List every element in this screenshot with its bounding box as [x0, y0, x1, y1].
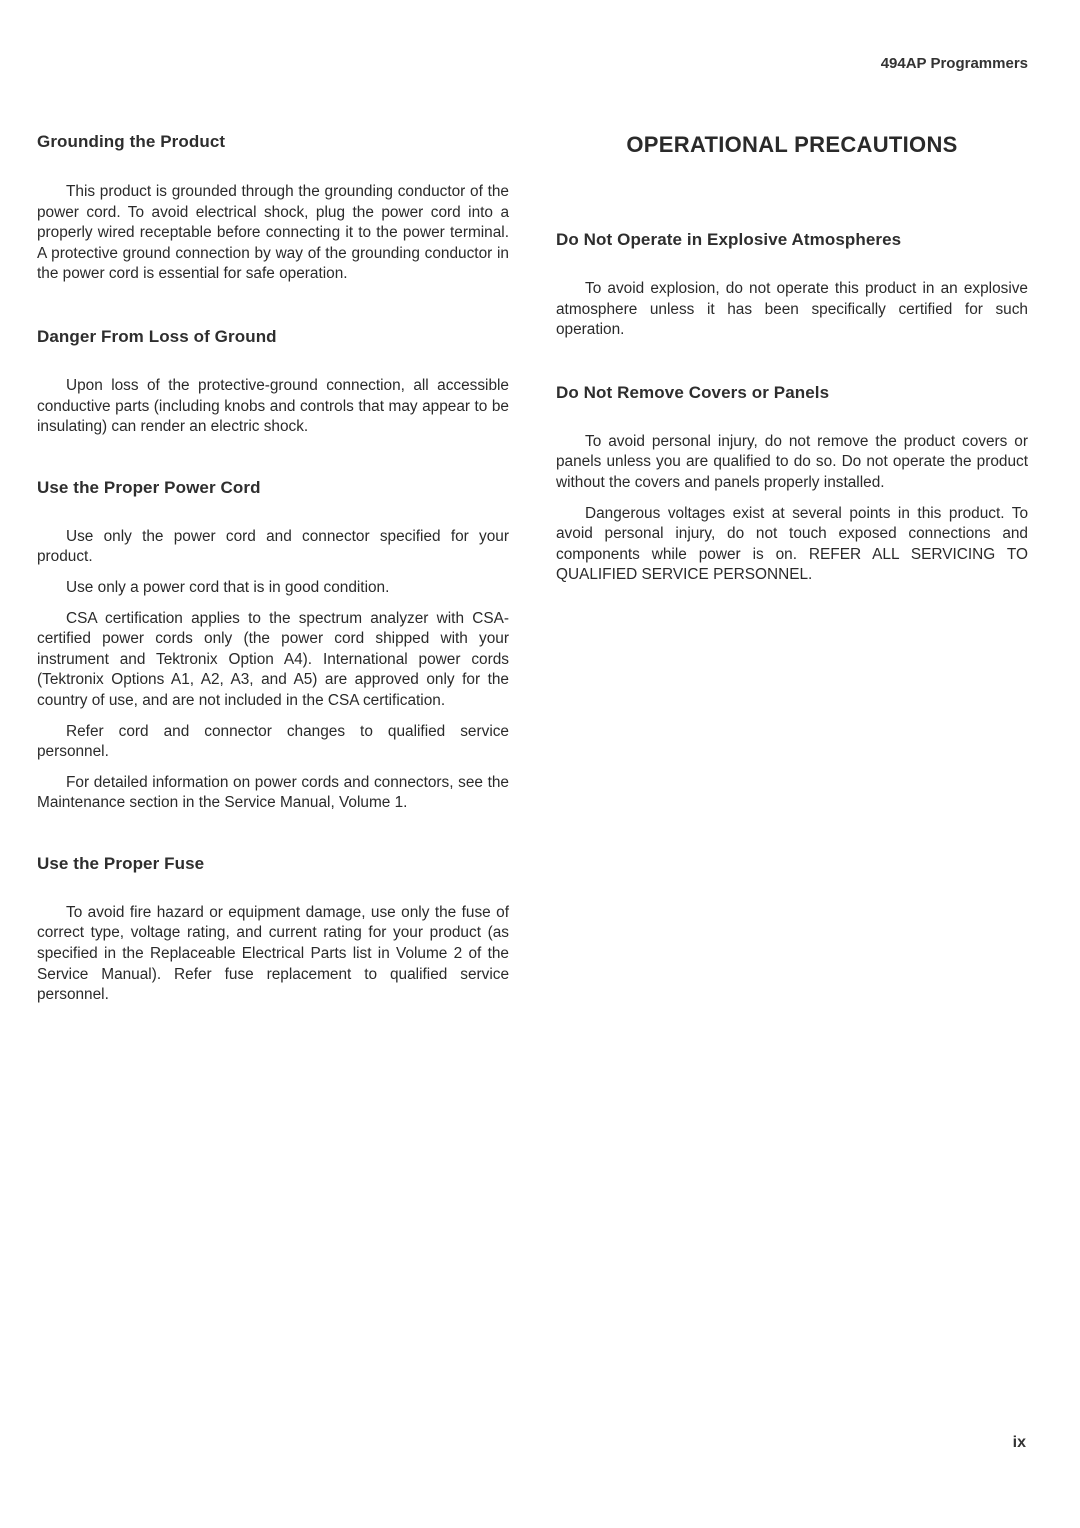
page-title: OPERATIONAL PRECAUTIONS — [626, 132, 958, 157]
section-heading: Grounding the Product — [37, 132, 226, 151]
paragraph: CSA certification applies to the spectrum analyzer with CSA-certified power cords only (the power cord shipped with your instrument and Tektronix Option A4). International power cords (Tektronix Options A1, A2, A3, and A5) are approved only for the country of use, and are not included in the CSA certification. — [37, 609, 509, 709]
section-heading: Do Not Operate in Explosive Atmospheres — [556, 230, 902, 249]
page-number: ix — [1012, 1434, 1026, 1451]
paragraph: To avoid explosion, do not operate this product in an explosive atmosphere unless it has been specifically certified for such operation. — [556, 280, 1028, 339]
paragraph: Upon loss of the protective-ground connection, all accessible conductive parts (including knobs and controls that may appear to be insulating) can render an electric shock. — [37, 376, 509, 436]
section-heading: Do Not Remove Covers or Panels — [556, 382, 830, 402]
right-column — [556, 132, 1028, 586]
paragraph: This product is grounded through the grounding conductor of the power cord. To avoid electrical shock, plug the power cord into a properly wired receptable before connecting it to the power terminal. A protective ground connection by way of the grounding conductor in the power cord is essential for safe operation. — [37, 183, 509, 283]
paragraph: Use only a power cord that is in good condition. — [66, 578, 390, 596]
paragraph: Use only the power cord and connector specified for your product. — [37, 527, 509, 566]
left-column — [37, 132, 509, 1006]
running-header: 494AP Programmers — [880, 55, 1028, 72]
paragraph: Refer cord and connector changes to qualified service personnel. — [37, 722, 509, 761]
section-do-not-operate-in-explosive-atmospheres — [556, 230, 1028, 341]
section-heading: Danger From Loss of Ground — [37, 326, 277, 346]
section-danger-from-loss-of-ground — [37, 327, 509, 438]
section-use-the-proper-fuse — [37, 854, 509, 1006]
paragraph: To avoid fire hazard or equipment damage, use only the fuse of correct type, voltage rating, and current rating for your product (as specified in the Replaceable Electrical Parts list in Volume 2 of the Service Manual). Refer fuse replacement to qualified service personnel. — [37, 903, 509, 1004]
section-grounding-the-product — [37, 132, 509, 285]
paragraph: For detailed information on power cords and connectors, see the Maintenance section in the Service Manual, Volume 1. — [37, 773, 509, 812]
section-heading: Use the Proper Power Cord — [37, 477, 261, 497]
section-use-the-proper-power-cord — [37, 478, 509, 814]
section-heading: Use the Proper Fuse — [37, 853, 205, 873]
paragraph: To avoid personal injury, do not remove the product covers or panels unless you are qualified to do so. Do not operate the product without the covers and panels properly installed. — [556, 432, 1028, 491]
paragraph: Dangerous voltages exist at several points in this product. To avoid personal injury, do not touch exposed connections and components while power is on. REFER ALL SERVICING TO QUALIFIED SERVICE PERSONNEL. — [556, 504, 1028, 584]
section-do-not-remove-covers-or-panels — [556, 383, 1028, 586]
